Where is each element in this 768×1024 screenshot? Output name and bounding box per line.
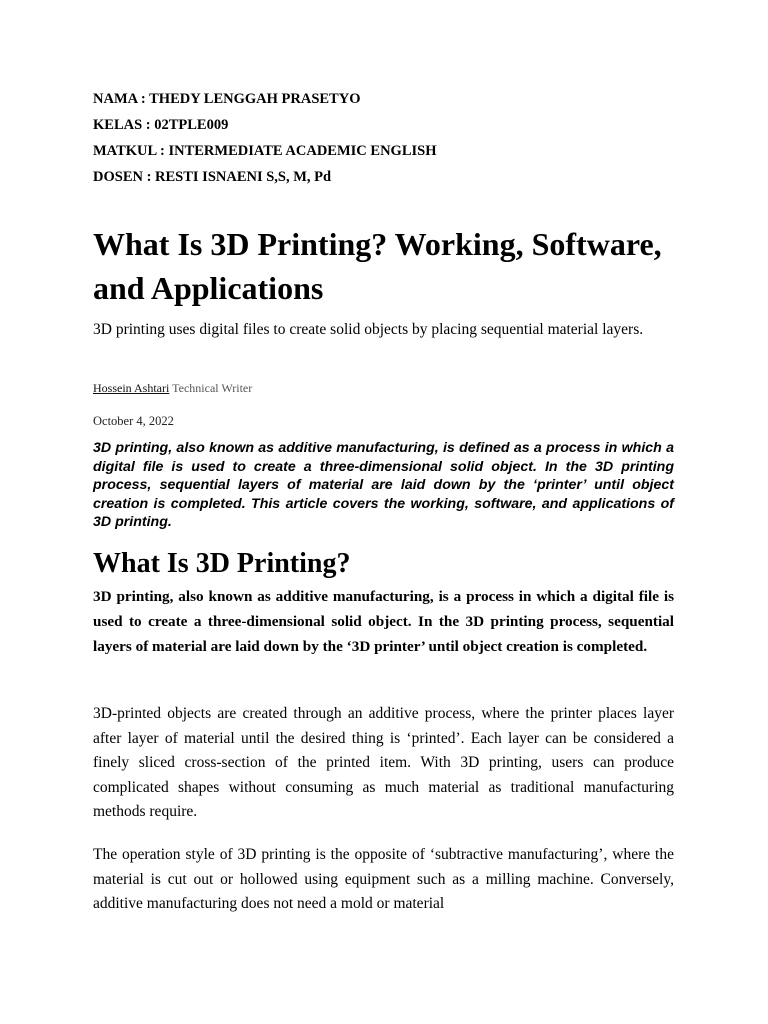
section-heading: What Is 3D Printing? — [93, 548, 351, 579]
article-title: What Is 3D Printing? Working, Software, and Applications — [93, 226, 662, 306]
student-info-block — [93, 86, 693, 190]
author-line — [93, 380, 252, 396]
lecturer-name: DOSEN : RESTI ISNAENI S,S, M, Pd — [93, 169, 332, 185]
student-name: NAMA : THEDY LENGGAH PRASETYO — [93, 91, 361, 107]
author-role: Technical Writer — [172, 381, 253, 395]
body-paragraph: The operation style of 3D printing is the opposite of ‘subtractive manufacturing’, where the material is cut out or hollowed using equipment such as a milling machine. Conversely, additive manufacturing does not need a mold or material — [93, 846, 674, 913]
publish-date: October 4, 2022 — [93, 414, 174, 428]
body-paragraph: 3D-printed objects are created through an additive process, where the printer places layer after layer of material until the desired thing is ‘printed’. Each layer can be considered a finely sliced cross-section of the printed item. With 3D printing, users can produce complicated shapes without consuming as much material as traditional manufacturing methods require. — [93, 705, 674, 821]
article-subtitle: 3D printing uses digital files to create solid objects by placing sequential material layers. — [93, 321, 644, 338]
course-name: MATKUL : INTERMEDIATE ACADEMIC ENGLISH — [93, 143, 437, 159]
student-class: KELAS : 02TPLE009 — [93, 117, 229, 133]
author-link[interactable]: Hossein Ashtari — [93, 381, 170, 395]
article-summary: 3D printing, also known as additive manufacturing, is defined as a process in which a digital file is used to create a three-dimensional solid object. In the 3D printing process, sequential layers of material are laid down by the ‘printer’ until object creation is completed. This article covers the working, software, and applications of 3D printing. — [93, 440, 674, 530]
lead-paragraph: 3D printing, also known as additive manufacturing, is a process in which a digital file is used to create a three-dimensional solid object. In the 3D printing process, sequential layers of material are laid down by the ‘3D printer’ until object creation is completed. — [93, 588, 674, 655]
